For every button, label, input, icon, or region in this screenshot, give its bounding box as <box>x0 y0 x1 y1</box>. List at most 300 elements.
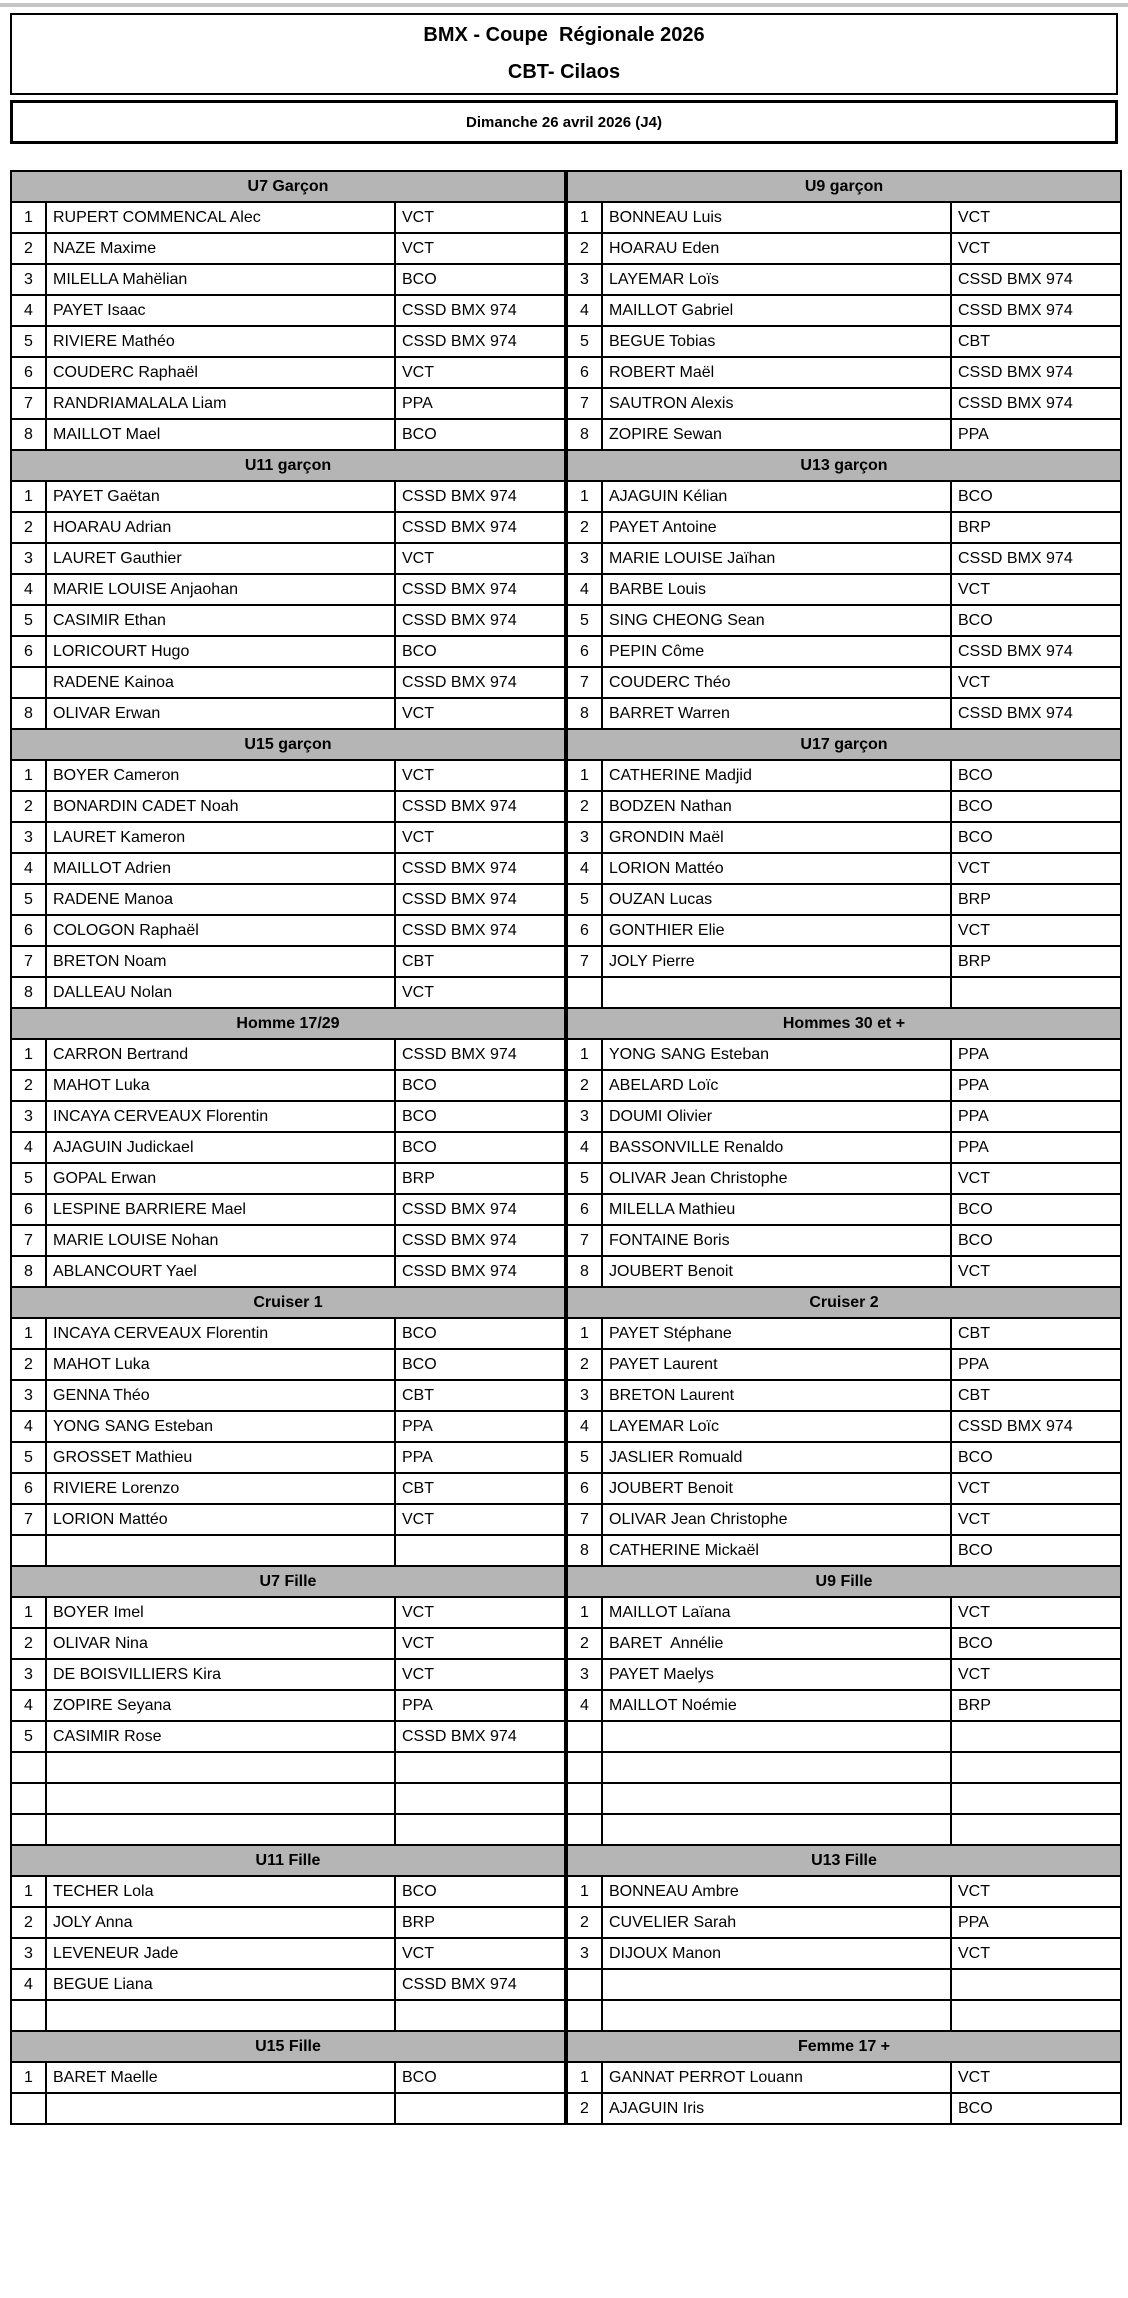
rank-cell: 1 <box>11 481 46 512</box>
club-cell: BCO <box>395 1132 565 1163</box>
rider-row <box>11 1380 565 1411</box>
rider-row <box>11 667 565 698</box>
club-cell: VCT <box>395 233 565 264</box>
rider-name-cell: ZOPIRE Sewan <box>602 419 951 450</box>
rank-cell: 6 <box>567 1473 602 1504</box>
category-header-row <box>567 1287 1121 1318</box>
club-cell: CBT <box>951 1380 1121 1411</box>
club-cell: VCT <box>395 760 565 791</box>
rank-cell: 5 <box>11 1442 46 1473</box>
rider-row <box>567 1721 1121 1752</box>
rider-name-cell: BOYER Cameron <box>46 760 395 791</box>
category-header: U15 Fille <box>11 2031 565 2062</box>
rider-name-cell: CASIMIR Ethan <box>46 605 395 636</box>
club-cell: BCO <box>395 1070 565 1101</box>
rider-row <box>567 2000 1121 2031</box>
rider-name-cell <box>602 1969 951 2000</box>
club-cell: CSSD BMX 974 <box>395 605 565 636</box>
rider-name-cell: MARIE LOUISE Jaïhan <box>602 543 951 574</box>
rider-name-cell: JOLY Anna <box>46 1907 395 1938</box>
category-header: U7 Fille <box>11 1566 565 1597</box>
rider-name-cell: GROSSET Mathieu <box>46 1442 395 1473</box>
rider-name-cell: PAYET Stéphane <box>602 1318 951 1349</box>
rank-cell: 8 <box>11 1256 46 1287</box>
rank-cell: 1 <box>11 202 46 233</box>
club-cell: BRP <box>951 1690 1121 1721</box>
rider-row <box>11 1349 565 1380</box>
rank-cell: 6 <box>11 1194 46 1225</box>
rank-cell: 7 <box>11 946 46 977</box>
rank-cell: 2 <box>11 1070 46 1101</box>
category-header-row <box>567 1845 1121 1876</box>
rider-name-cell: COUDERC Raphaël <box>46 357 395 388</box>
rank-cell <box>567 1721 602 1752</box>
rider-name-cell: MAHOT Luka <box>46 1349 395 1380</box>
category-header: Femme 17 + <box>567 2031 1121 2062</box>
club-cell: CSSD BMX 974 <box>951 1411 1121 1442</box>
rider-name-cell: BODZEN Nathan <box>602 791 951 822</box>
rider-row <box>567 1752 1121 1783</box>
club-cell: CSSD BMX 974 <box>395 481 565 512</box>
rider-name-cell: GONTHIER Elie <box>602 915 951 946</box>
club-cell: PPA <box>951 1070 1121 1101</box>
club-cell: BCO <box>951 1225 1121 1256</box>
category-header: U9 garçon <box>567 171 1121 202</box>
rider-row <box>567 233 1121 264</box>
category-header-row <box>567 2031 1121 2062</box>
rider-name-cell: MILELLA Mahëlian <box>46 264 395 295</box>
club-cell: CSSD BMX 974 <box>395 1721 565 1752</box>
rider-row <box>11 636 565 667</box>
rank-cell: 4 <box>11 1411 46 1442</box>
club-cell: CBT <box>395 946 565 977</box>
club-cell: BCO <box>951 791 1121 822</box>
category-header: U15 garçon <box>11 729 565 760</box>
club-cell: CSSD BMX 974 <box>395 574 565 605</box>
club-cell: BCO <box>395 1876 565 1907</box>
club-cell: CSSD BMX 974 <box>395 915 565 946</box>
rider-row <box>11 543 565 574</box>
club-cell <box>951 1969 1121 2000</box>
rider-row <box>567 264 1121 295</box>
rank-cell <box>11 1752 46 1783</box>
rider-name-cell: PAYET Laurent <box>602 1349 951 1380</box>
rider-name-cell <box>602 2000 951 2031</box>
rider-row <box>567 946 1121 977</box>
rider-name-cell: LESPINE BARRIERE Mael <box>46 1194 395 1225</box>
rider-name-cell: LORICOURT Hugo <box>46 636 395 667</box>
rank-cell: 7 <box>11 1225 46 1256</box>
rank-cell: 1 <box>567 481 602 512</box>
rider-name-cell <box>602 977 951 1008</box>
club-cell: VCT <box>395 357 565 388</box>
rider-name-cell: BEGUE Liana <box>46 1969 395 2000</box>
rank-cell: 3 <box>11 1659 46 1690</box>
rider-row <box>567 1163 1121 1194</box>
club-cell: BCO <box>395 264 565 295</box>
club-cell: VCT <box>395 822 565 853</box>
rank-cell <box>567 2000 602 2031</box>
rider-row <box>567 1659 1121 1690</box>
rider-name-cell: CARRON Bertrand <box>46 1039 395 1070</box>
club-cell <box>395 2093 565 2124</box>
category-header-row <box>11 1845 565 1876</box>
category-header: Cruiser 1 <box>11 1287 565 1318</box>
rider-name-cell: INCAYA CERVEAUX Florentin <box>46 1318 395 1349</box>
rank-cell: 8 <box>567 1535 602 1566</box>
club-cell: VCT <box>395 543 565 574</box>
rider-name-cell: OUZAN Lucas <box>602 884 951 915</box>
rank-cell: 5 <box>567 1442 602 1473</box>
rider-name-cell <box>46 2093 395 2124</box>
club-cell: VCT <box>951 2062 1121 2093</box>
rider-row <box>11 388 565 419</box>
club-cell: CSSD BMX 974 <box>951 698 1121 729</box>
rider-name-cell: RIVIERE Lorenzo <box>46 1473 395 1504</box>
rider-name-cell: JOUBERT Benoit <box>602 1473 951 1504</box>
rider-row <box>567 1194 1121 1225</box>
rank-cell: 4 <box>11 1690 46 1721</box>
club-cell <box>951 977 1121 1008</box>
rider-name-cell: CUVELIER Sarah <box>602 1907 951 1938</box>
rank-cell: 8 <box>567 1256 602 1287</box>
club-cell: BRP <box>395 1907 565 1938</box>
rider-name-cell: FONTAINE Boris <box>602 1225 951 1256</box>
rider-name-cell <box>46 1783 395 1814</box>
club-cell: CSSD BMX 974 <box>951 264 1121 295</box>
rider-row <box>11 2093 565 2124</box>
rider-row <box>567 605 1121 636</box>
club-cell: VCT <box>951 1938 1121 1969</box>
rank-cell: 8 <box>567 698 602 729</box>
club-cell: PPA <box>951 1132 1121 1163</box>
rank-cell <box>567 1783 602 1814</box>
event-date: Dimanche 26 avril 2026 (J4) <box>466 113 662 131</box>
rider-row <box>567 1907 1121 1938</box>
club-cell: PPA <box>951 1907 1121 1938</box>
rank-cell: 3 <box>11 543 46 574</box>
club-cell: CSSD BMX 974 <box>395 791 565 822</box>
club-cell: BCO <box>951 822 1121 853</box>
rider-name-cell: LAYEMAR Loïs <box>602 264 951 295</box>
rider-name-cell: OLIVAR Erwan <box>46 698 395 729</box>
rider-name-cell: BRETON Laurent <box>602 1380 951 1411</box>
rider-row <box>567 760 1121 791</box>
rank-cell: 5 <box>567 884 602 915</box>
club-cell: BCO <box>951 2093 1121 2124</box>
rank-cell: 3 <box>11 1938 46 1969</box>
club-cell: CSSD BMX 974 <box>395 1039 565 1070</box>
category-header: Homme 17/29 <box>11 1008 565 1039</box>
rider-row <box>11 1814 565 1845</box>
rank-cell: 3 <box>11 822 46 853</box>
rider-row <box>567 636 1121 667</box>
rider-name-cell <box>602 1721 951 1752</box>
rider-row <box>567 1349 1121 1380</box>
club-cell: PPA <box>951 419 1121 450</box>
rider-name-cell: HOARAU Eden <box>602 233 951 264</box>
category-header-row <box>11 171 565 202</box>
rider-row <box>11 264 565 295</box>
club-cell: VCT <box>951 1163 1121 1194</box>
club-cell <box>395 2000 565 2031</box>
rider-name-cell: MAILLOT Noémie <box>602 1690 951 1721</box>
rider-row <box>11 946 565 977</box>
rider-row <box>11 1225 565 1256</box>
category-header-row <box>567 450 1121 481</box>
rider-row <box>11 1473 565 1504</box>
rider-name-cell: DIJOUX Manon <box>602 1938 951 1969</box>
rank-cell: 5 <box>11 1721 46 1752</box>
rider-name-cell: INCAYA CERVEAUX Florentin <box>46 1101 395 1132</box>
rider-row <box>11 1442 565 1473</box>
rider-name-cell: RIVIERE Mathéo <box>46 326 395 357</box>
rank-cell: 5 <box>11 1163 46 1194</box>
rider-row <box>11 791 565 822</box>
rank-cell: 3 <box>567 1659 602 1690</box>
club-cell: BRP <box>951 884 1121 915</box>
club-cell: CSSD BMX 974 <box>395 295 565 326</box>
rider-row <box>11 357 565 388</box>
rider-row <box>11 884 565 915</box>
rider-name-cell: BARET Maelle <box>46 2062 395 2093</box>
rider-name-cell: LAURET Kameron <box>46 822 395 853</box>
rider-name-cell: PAYET Maelys <box>602 1659 951 1690</box>
rank-cell: 1 <box>567 1597 602 1628</box>
club-cell: VCT <box>951 853 1121 884</box>
rider-row <box>567 1039 1121 1070</box>
rider-row <box>567 1783 1121 1814</box>
club-cell: BRP <box>951 946 1121 977</box>
club-cell: PPA <box>951 1101 1121 1132</box>
rank-cell: 3 <box>567 264 602 295</box>
rider-row <box>567 326 1121 357</box>
rank-cell: 5 <box>11 884 46 915</box>
club-cell: CSSD BMX 974 <box>395 1256 565 1287</box>
rank-cell: 4 <box>11 1969 46 2000</box>
rank-cell: 5 <box>567 326 602 357</box>
rider-row <box>567 1690 1121 1721</box>
rider-name-cell: GRONDIN Maël <box>602 822 951 853</box>
rank-cell: 2 <box>11 1349 46 1380</box>
rank-cell: 8 <box>567 419 602 450</box>
rank-cell: 7 <box>567 667 602 698</box>
club-cell: BCO <box>951 760 1121 791</box>
rank-cell: 7 <box>11 388 46 419</box>
rider-name-cell: DOUMI Olivier <box>602 1101 951 1132</box>
rider-row <box>11 1535 565 1566</box>
rider-name-cell: DE BOISVILLIERS Kira <box>46 1659 395 1690</box>
rank-cell: 1 <box>567 1039 602 1070</box>
rider-row <box>11 760 565 791</box>
rider-row <box>567 853 1121 884</box>
rank-cell: 6 <box>567 357 602 388</box>
rider-row <box>567 512 1121 543</box>
club-cell: VCT <box>951 1597 1121 1628</box>
doc-title-line-2: CBT- Cilaos <box>507 61 621 83</box>
rank-cell: 1 <box>11 760 46 791</box>
rank-cell: 2 <box>11 791 46 822</box>
rank-cell: 1 <box>567 202 602 233</box>
club-cell: VCT <box>951 1256 1121 1287</box>
rider-name-cell: MARIE LOUISE Nohan <box>46 1225 395 1256</box>
club-cell: BCO <box>395 419 565 450</box>
category-header-row <box>11 2031 565 2062</box>
club-cell: VCT <box>395 1938 565 1969</box>
rider-row <box>11 1752 565 1783</box>
club-cell: CSSD BMX 974 <box>951 636 1121 667</box>
rider-row <box>11 1628 565 1659</box>
rider-row <box>567 481 1121 512</box>
rider-row <box>11 512 565 543</box>
rank-cell: 2 <box>567 1628 602 1659</box>
club-cell: BCO <box>951 1194 1121 1225</box>
page <box>0 13 1128 2125</box>
rider-name-cell: OLIVAR Jean Christophe <box>602 1504 951 1535</box>
rank-cell: 3 <box>11 1101 46 1132</box>
club-cell: VCT <box>395 698 565 729</box>
rider-row <box>567 1380 1121 1411</box>
rider-row <box>567 1597 1121 1628</box>
rank-cell: 4 <box>11 574 46 605</box>
rider-name-cell: AJAGUIN Iris <box>602 2093 951 2124</box>
rider-row <box>567 295 1121 326</box>
category-header: U11 Fille <box>11 1845 565 1876</box>
rider-row <box>11 295 565 326</box>
club-cell: CBT <box>395 1473 565 1504</box>
title-box <box>10 13 1118 95</box>
rider-name-cell: OLIVAR Nina <box>46 1628 395 1659</box>
club-cell: PPA <box>951 1349 1121 1380</box>
rank-cell: 8 <box>11 977 46 1008</box>
rank-cell: 7 <box>11 1504 46 1535</box>
rider-name-cell: MAILLOT Mael <box>46 419 395 450</box>
rider-name-cell: AJAGUIN Judickael <box>46 1132 395 1163</box>
club-cell: BRP <box>395 1163 565 1194</box>
rank-cell: 4 <box>11 853 46 884</box>
rank-cell: 7 <box>567 388 602 419</box>
rider-name-cell: BOYER Imel <box>46 1597 395 1628</box>
rider-row <box>567 1814 1121 1845</box>
club-cell: CSSD BMX 974 <box>395 326 565 357</box>
rider-row <box>567 1101 1121 1132</box>
club-cell: PPA <box>395 1690 565 1721</box>
club-cell: VCT <box>951 1876 1121 1907</box>
club-cell: VCT <box>395 1628 565 1659</box>
rank-cell: 3 <box>11 264 46 295</box>
club-cell: CSSD BMX 974 <box>951 357 1121 388</box>
category-header-row <box>11 1566 565 1597</box>
rank-cell: 2 <box>11 512 46 543</box>
rider-name-cell: SAUTRON Alexis <box>602 388 951 419</box>
club-cell <box>395 1783 565 1814</box>
club-cell: BCO <box>951 1442 1121 1473</box>
rider-row <box>11 1690 565 1721</box>
rank-cell: 1 <box>567 1318 602 1349</box>
category-header-row <box>11 729 565 760</box>
category-header: Cruiser 2 <box>567 1287 1121 1318</box>
club-cell: BCO <box>395 2062 565 2093</box>
rank-cell: 2 <box>567 2093 602 2124</box>
club-cell: CSSD BMX 974 <box>395 512 565 543</box>
rank-cell: 2 <box>567 791 602 822</box>
rider-name-cell: BARBE Louis <box>602 574 951 605</box>
rider-row <box>567 2062 1121 2093</box>
rider-name-cell: BRETON Noam <box>46 946 395 977</box>
rider-name-cell: CATHERINE Madjid <box>602 760 951 791</box>
club-cell <box>951 1783 1121 1814</box>
rider-name-cell: JOLY Pierre <box>602 946 951 977</box>
rider-name-cell: GOPAL Erwan <box>46 1163 395 1194</box>
rider-name-cell: RANDRIAMALALA Liam <box>46 388 395 419</box>
rider-name-cell: JOUBERT Benoit <box>602 1256 951 1287</box>
rider-row <box>567 667 1121 698</box>
club-cell: BCO <box>395 636 565 667</box>
club-cell: VCT <box>951 574 1121 605</box>
rider-name-cell: BARRET Warren <box>602 698 951 729</box>
club-cell <box>395 1814 565 1845</box>
rank-cell: 1 <box>11 1876 46 1907</box>
rank-cell: 6 <box>11 915 46 946</box>
rider-name-cell: BONNEAU Ambre <box>602 1876 951 1907</box>
rider-row <box>11 1411 565 1442</box>
rank-cell: 4 <box>567 853 602 884</box>
rank-cell: 1 <box>11 1039 46 1070</box>
rider-row <box>11 977 565 1008</box>
rider-name-cell: ABLANCOURT Yael <box>46 1256 395 1287</box>
rider-name-cell: HOARAU Adrian <box>46 512 395 543</box>
rank-cell: 3 <box>567 1380 602 1411</box>
rank-cell <box>11 1535 46 1566</box>
rider-name-cell: COLOGON Raphaël <box>46 915 395 946</box>
rank-cell <box>567 1814 602 1845</box>
club-cell <box>951 1752 1121 1783</box>
rider-row <box>567 915 1121 946</box>
club-cell: VCT <box>951 233 1121 264</box>
category-header: U13 garçon <box>567 450 1121 481</box>
rider-row <box>11 1876 565 1907</box>
rank-cell <box>11 2093 46 2124</box>
club-cell: CSSD BMX 974 <box>951 543 1121 574</box>
rider-name-cell: LAYEMAR Loïc <box>602 1411 951 1442</box>
rider-row <box>11 915 565 946</box>
rider-name-cell: OLIVAR Jean Christophe <box>602 1163 951 1194</box>
rank-cell: 3 <box>567 543 602 574</box>
category-header: U9 Fille <box>567 1566 1121 1597</box>
rider-row <box>567 202 1121 233</box>
rider-row <box>11 605 565 636</box>
rider-row <box>567 1938 1121 1969</box>
rider-row <box>11 1194 565 1225</box>
rank-cell <box>567 1752 602 1783</box>
rank-cell: 7 <box>567 1504 602 1535</box>
club-cell <box>395 1535 565 1566</box>
club-cell: VCT <box>951 202 1121 233</box>
rank-cell: 8 <box>11 698 46 729</box>
rider-row <box>11 1907 565 1938</box>
rank-cell: 4 <box>567 1411 602 1442</box>
rank-cell: 5 <box>11 326 46 357</box>
club-cell: CSSD BMX 974 <box>395 667 565 698</box>
rider-row <box>567 357 1121 388</box>
rider-name-cell: RUPERT COMMENCAL Alec <box>46 202 395 233</box>
rider-row <box>11 419 565 450</box>
club-cell: PPA <box>395 388 565 419</box>
club-cell: VCT <box>951 1659 1121 1690</box>
rider-row <box>567 1876 1121 1907</box>
rider-row <box>11 202 565 233</box>
rider-name-cell <box>46 1814 395 1845</box>
